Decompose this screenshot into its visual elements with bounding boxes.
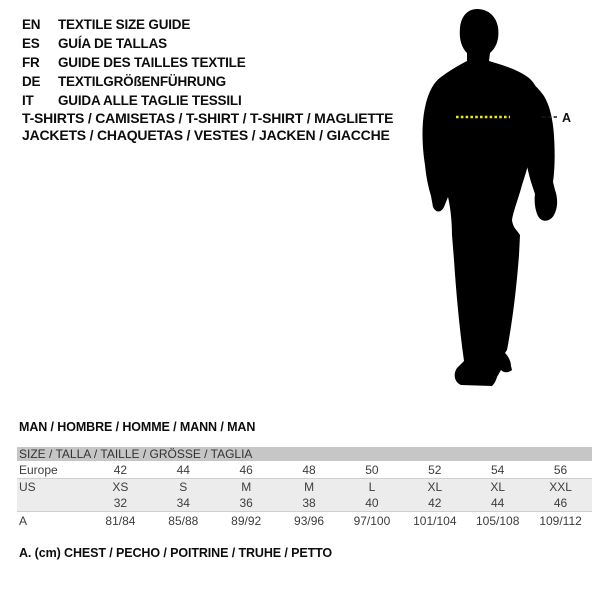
table-cell: 44 [152, 461, 215, 479]
table-cell: 46 [215, 461, 278, 479]
row-label: Europe [17, 461, 89, 479]
row-label: A [17, 512, 89, 531]
table-cell: XS [89, 479, 152, 496]
size-table-header: SIZE / TALLA / TAILLE / GRÖSSE / TAGLIA [17, 447, 592, 461]
table-cell: 85/88 [152, 512, 215, 531]
category-tshirts: T-SHIRTS / CAMISETAS / T-SHIRT / T-SHIRT / MAGLIETTE [22, 110, 394, 126]
measurement-footnote: A. (cm) CHEST / PECHO / POITRINE / TRUHE / PETTO [19, 546, 333, 560]
language-code: IT [22, 93, 34, 108]
table-cell: 105/108 [466, 512, 529, 531]
table-cell: 44 [466, 495, 529, 512]
size-table-header-row [17, 447, 592, 461]
table-cell: 42 [403, 495, 466, 512]
table-cell: M [215, 479, 278, 496]
language-label: GUIDA ALLE TAGLIE TESSILI [58, 93, 242, 108]
table-cell: L [341, 479, 404, 496]
table-cell: 54 [466, 461, 529, 479]
language-label: GUIDE DES TAILLES TEXTILE [58, 55, 246, 70]
measure-label-a: A [562, 111, 572, 125]
table-cell: 89/92 [215, 512, 278, 531]
table-row-chest-cm [17, 512, 592, 531]
table-cell: M [278, 479, 341, 496]
language-code: ES [22, 36, 40, 51]
table-cell: 56 [529, 461, 592, 479]
language-label: TEXTILE SIZE GUIDE [58, 17, 191, 32]
language-code: EN [22, 17, 41, 32]
language-label: TEXTILGRÖßENFÜHRUNG [58, 74, 226, 89]
section-title-man: MAN / HOMBRE / HOMME / MANN / MAN [19, 420, 256, 434]
table-cell: 32 [89, 495, 152, 512]
table-cell: 36 [215, 495, 278, 512]
table-cell: 50 [341, 461, 404, 479]
table-cell: S [152, 479, 215, 496]
table-cell: 42 [89, 461, 152, 479]
table-row-us-numeric [17, 495, 592, 512]
table-cell: 81/84 [89, 512, 152, 531]
language-label: GUÍA DE TALLAS [58, 36, 167, 51]
table-cell: 93/96 [278, 512, 341, 531]
table-cell: 101/104 [403, 512, 466, 531]
table-cell: XXL [529, 479, 592, 496]
table-cell: 52 [403, 461, 466, 479]
table-row-us [17, 479, 592, 496]
table-cell: 109/112 [529, 512, 592, 531]
language-code: DE [22, 74, 41, 89]
table-cell: 97/100 [341, 512, 404, 531]
size-table [17, 447, 592, 530]
category-jackets: JACKETS / CHAQUETAS / VESTES / JACKEN / GIACCHE [22, 127, 390, 143]
table-cell: 48 [278, 461, 341, 479]
man-silhouette [423, 9, 541, 386]
language-code: FR [22, 55, 40, 70]
table-cell: XL [466, 479, 529, 496]
table-cell: XL [403, 479, 466, 496]
table-cell: 40 [341, 495, 404, 512]
row-label: US [17, 479, 89, 496]
table-row-europe [17, 461, 592, 479]
table-cell: 38 [278, 495, 341, 512]
table-cell: 34 [152, 495, 215, 512]
table-cell: 46 [529, 495, 592, 512]
row-label [17, 495, 89, 512]
